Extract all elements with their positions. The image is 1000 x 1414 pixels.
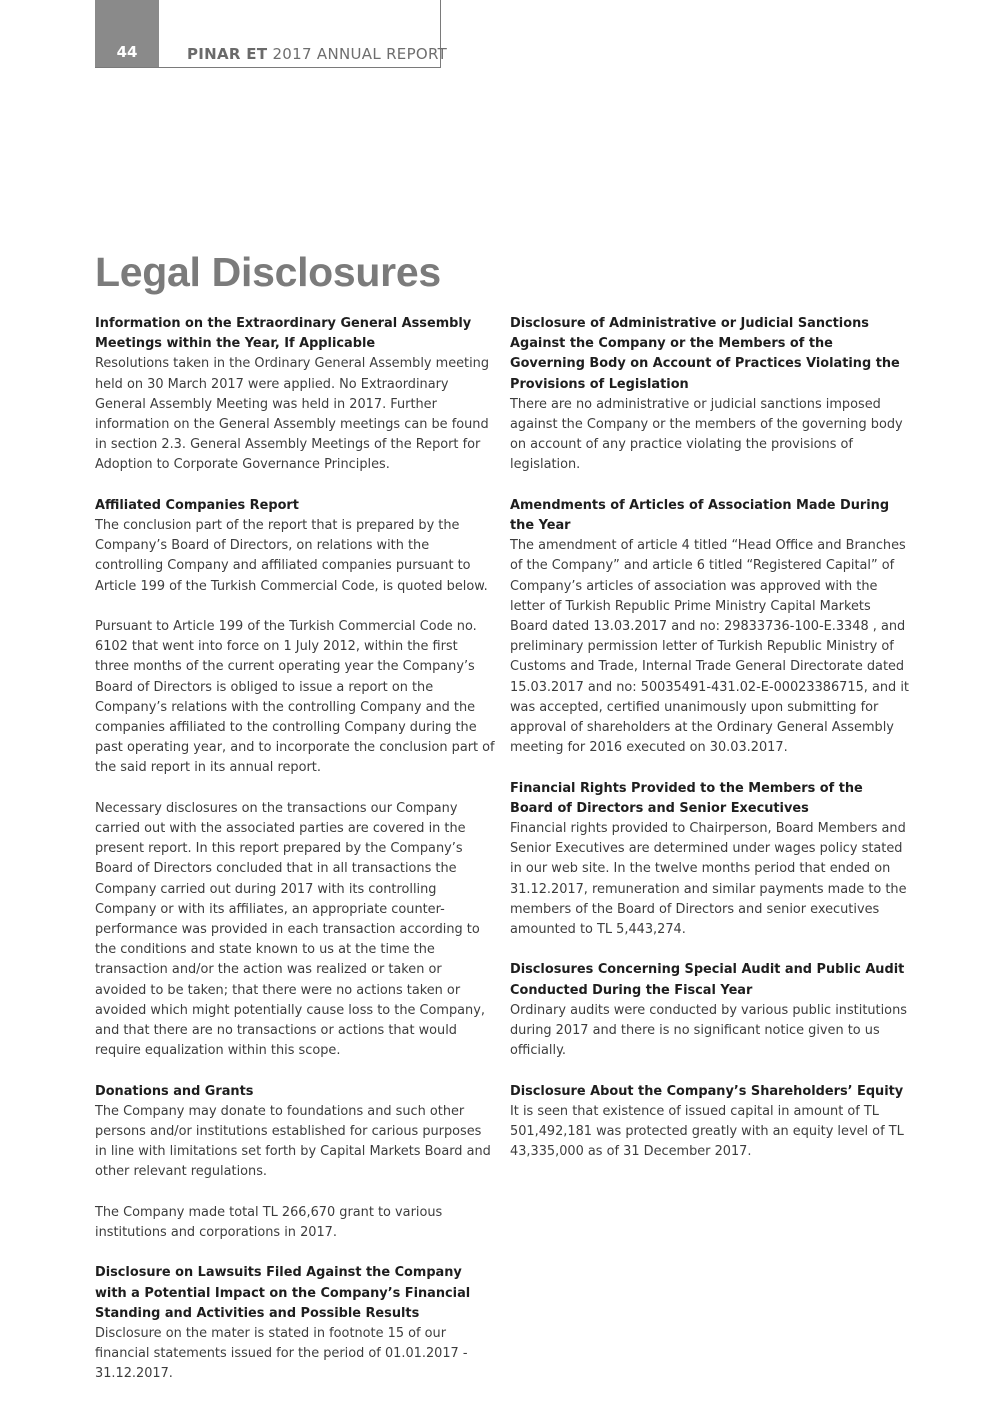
brand-name: PINAR ET <box>187 45 268 63</box>
section-lawsuits <box>95 1263 495 1384</box>
section-paragraph: The Company made total TL 266,670 grant to various institutions and corporations in 2017. <box>95 1204 443 1241</box>
page-number: 44 <box>95 0 159 67</box>
section-heading: Information on the Extraordinary General Assembly Meetings within the Year, If Applicable <box>95 316 472 352</box>
section-paragraph: Financial rights provided to Chairperson, Board Members and Senior Executives are determined under wages policy stated in our web site. In the twelve months period that ended on 31.12.2017, remuneration and similar payments made to the members of the Board of Directors and senior executives amounted to TL 5,443,274. <box>510 821 907 938</box>
report-title: 2017 ANNUAL REPORT <box>272 45 448 63</box>
section-heading: Financial Rights Provided to the Members of the Board of Directors and Senior Executives <box>510 780 863 816</box>
running-title <box>187 45 447 63</box>
left-column <box>95 314 495 1405</box>
section-paragraph: Necessary disclosures on the transactions our Company carried out with the associated parties are covered in the present report. In this report prepared by the Company’s Board of Directors concluded that in all transactions the Company carried out during 2017 with its controlling Company or with its affiliates, an appropriate counter-performance was provided in each transaction according to the conditions and state known to us at the time the transaction and/or the action was realized or taken or avoided to be taken; that there were no actions taken or avoided which might potentially cause loss to the Company, and that there are no transactions or actions that would require equalization within this scope. <box>95 800 485 1059</box>
section-heading: Donations and Grants <box>95 1083 254 1099</box>
page-title: Legal Disclosures <box>95 249 441 295</box>
section-paragraph: Disclosure on the mater is stated in footnote 15 of our financial statements issued for the period of 01.01.2017 - 31.12.2017. <box>95 1326 468 1382</box>
section-affiliated-companies <box>95 496 495 1062</box>
right-column <box>510 314 910 1183</box>
section-paragraph: It is seen that existence of issued capital in amount of TL 501,492,181 was protected greatly with an equity level of TL 43,335,000 as of 31 December 2017. <box>510 1103 904 1160</box>
section-paragraph: Pursuant to Article 199 of the Turkish Commercial Code no. 6102 that went into force on 1 July 2012, within the first three months of the current operating year the Company’s Board of Directors is obliged to issue a report on the Company’s relations with the controlling Company and the companies affiliated to the controlling Company during the past operating year, and to incorporate the conclusion part of the said report in its annual report. <box>95 619 495 776</box>
page-header <box>95 0 448 68</box>
section-heading: Disclosures Concerning Special Audit and Public Audit Conducted During the Fiscal Year <box>510 962 905 998</box>
section-extraordinary-general-assembly <box>95 314 495 476</box>
section-paragraph: The amendment of article 4 titled “Head Office and Branches of the Company” and article 6 titled “Registered Capital” of Company’s articles of association was approved with the letter of Turkish Republic Prime Ministry Capital Markets Board dated 13.03.2017 and no: 29833736-100-E.3348 , and preliminary permission letter of Turkish Republic Ministry of Customs and Trade, Internal Trade General Directorate dated 15.03.2017 and no: 50035491-431.02-E-00023386715, and it was accepted, certified unanimously upon submitting for approval of shareholders at the Ordinary General Assembly meeting for 2016 executed on 30.03.2017. <box>510 538 909 756</box>
section-sanctions <box>510 314 910 476</box>
section-paragraph: Resolutions taken in the Ordinary General Assembly meeting held on 30 March 2017 were applied. No Extraordinary General Assembly Meeting was held in 2017. Further information on the General Assembly meetings can be found in section 2.3. General Assembly Meetings of the Report for Adoption to Corporate Governance Principles. <box>95 356 490 473</box>
section-paragraph: The Company may donate to foundations and such other persons and/or institutions established for carious purposes in line with limitations set forth by Capital Markets Board and other relevant regulations. <box>95 1103 491 1180</box>
section-heading: Affiliated Companies Report <box>95 497 299 513</box>
section-heading: Disclosure About the Company’s Shareholders’ Equity <box>510 1083 904 1099</box>
section-heading: Disclosure on Lawsuits Filed Against the Company with a Potential Impact on the Company’s Financial Standing and Activities and Possible Results <box>95 1265 471 1321</box>
section-audit <box>510 960 910 1061</box>
section-shareholders-equity <box>510 1082 910 1163</box>
section-paragraph: There are no administrative or judicial sanctions imposed against the Company or the members of the governing body on account of any practice violating the provisions of legislation. <box>510 396 903 473</box>
section-paragraph: Ordinary audits were conducted by various public institutions during 2017 and there is no significant notice given to us officially. <box>510 1002 907 1059</box>
section-heading: Disclosure of Administrative or Judicial Sanctions Against the Company or the Members of the Governing Body on Account of Practices Violating the Provisions of Legislation <box>510 316 900 392</box>
section-donations-grants <box>95 1082 495 1244</box>
section-paragraph: The conclusion part of the report that is prepared by the Company’s Board of Directors, on relations with the controlling Company and affiliated companies pursuant to Article 199 of the Turkish Commercial Code, is quoted below. <box>95 518 488 594</box>
section-heading: Amendments of Articles of Association Made During the Year <box>510 497 890 534</box>
section-financial-rights <box>510 779 910 941</box>
section-articles-amendments <box>510 496 910 759</box>
